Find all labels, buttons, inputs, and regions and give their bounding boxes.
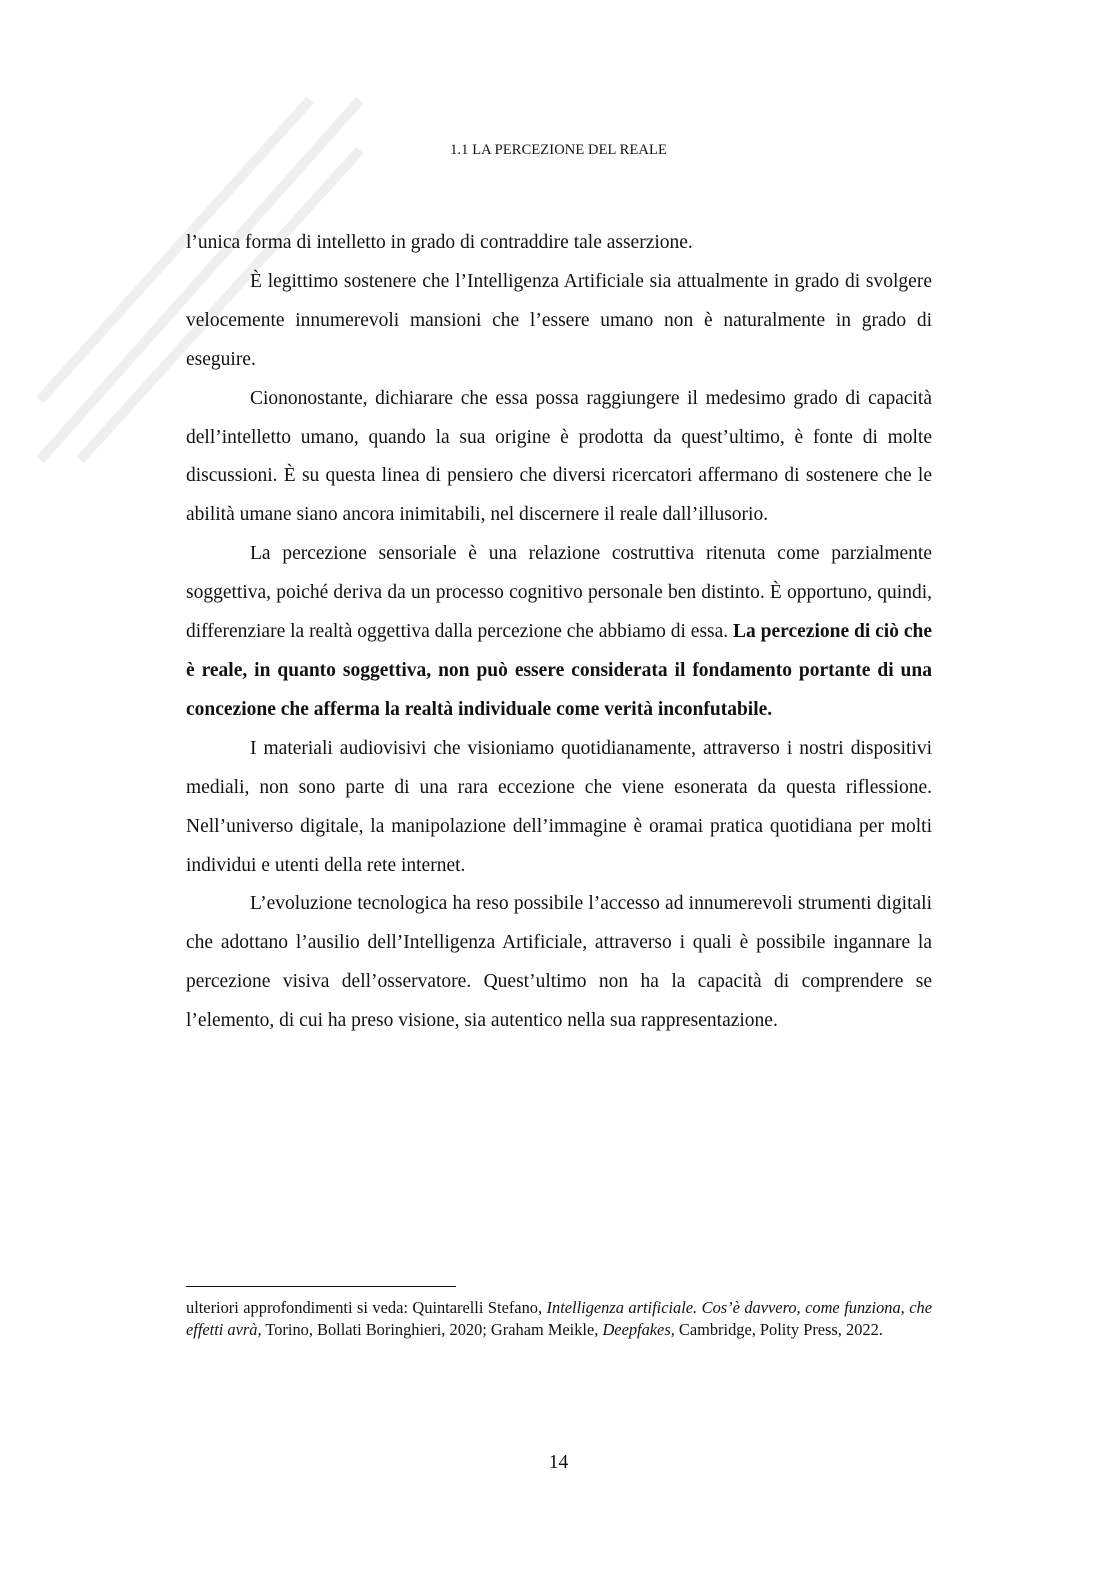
footnote-separator <box>186 1286 456 1287</box>
paragraph-6: L’evoluzione tecnologica ha reso possibile l’accesso ad innumerevoli strumenti digitali che adottano l’ausilio dell’Intelligenza Artificiale, attraverso i quali è possibile ingannare la percezione visiva dell’osservatore. Quest’ultimo non ha la capacità di comprendere se l’elemento, di cui ha preso visione, sia autentico nella sua rappresentazione. <box>186 893 932 1032</box>
page-number: 14 <box>548 1452 569 1473</box>
paragraph-5: I materiali audiovisivi che visioniamo quotidianamente, attraverso i nostri dispositivi mediali, non sono parte di una rara eccezione che viene esonerata da questa riflessione. Nell’universo digitale, la manipolazione dell’immagine è oramai pratica quotidiana per molti individui e utenti della rete internet. <box>186 737 932 876</box>
paragraph-2: È legittimo sostenere che l’Intelligenza Artificiale sia attualmente in grado di svolgere velocemente innumerevoli mansioni che l’essere umano non è naturalmente in grado di eseguire. <box>186 270 932 370</box>
paragraph-4-plain: La percezione sensoriale è una relazione costruttiva ritenuta come parzialmente soggettiva, poiché deriva da un processo cognitivo personale ben distinto. È opportuno, quindi, differenziare la realtà oggettiva dalla percezione che abbiamo di essa. <box>186 543 932 643</box>
footnote-title-2: Deepfakes, <box>602 1319 675 1339</box>
paragraph-3: Ciononostante, dichiarare che essa possa raggiungere il medesimo grado di capacità dell’intelletto umano, quando la sua origine è prodotta da quest’ultimo, è fonte di molte discussioni. È su questa linea di pensiero che diversi ricercatori affermano di sostenere che le abilità umane siano ancora inimitabili, nel discernere il reale dall’illusorio. <box>186 387 932 526</box>
footnote-mid: Torino, Bollati Boringhieri, 2020; Graham Meikle, <box>261 1319 603 1339</box>
running-head: 1.1 LA PERCEZIONE DEL REALE <box>450 142 667 158</box>
paragraph-1: l’unica forma di intelletto in grado di contraddire tale asserzione. <box>186 232 693 253</box>
footnote-lead: ulteriori approfondimenti si veda: Quintarelli Stefano, <box>186 1298 547 1317</box>
paragraph-4-bold: La percezione di ciò che è reale, in quanto soggettiva, non può essere considerata il fondamento portante di una concezione che afferma la realtà individuale come verità inconfutabile. <box>186 621 933 720</box>
paragraph-4 <box>186 535 932 730</box>
footnote <box>186 1297 932 1340</box>
footnote-title-1: Intelligenza artificiale. Cos’è davvero, come funziona, che effetti avrà, <box>186 1298 932 1339</box>
body-text <box>186 224 932 1041</box>
footnote-tail: Cambridge, Polity Press, 2022. <box>674 1319 883 1339</box>
